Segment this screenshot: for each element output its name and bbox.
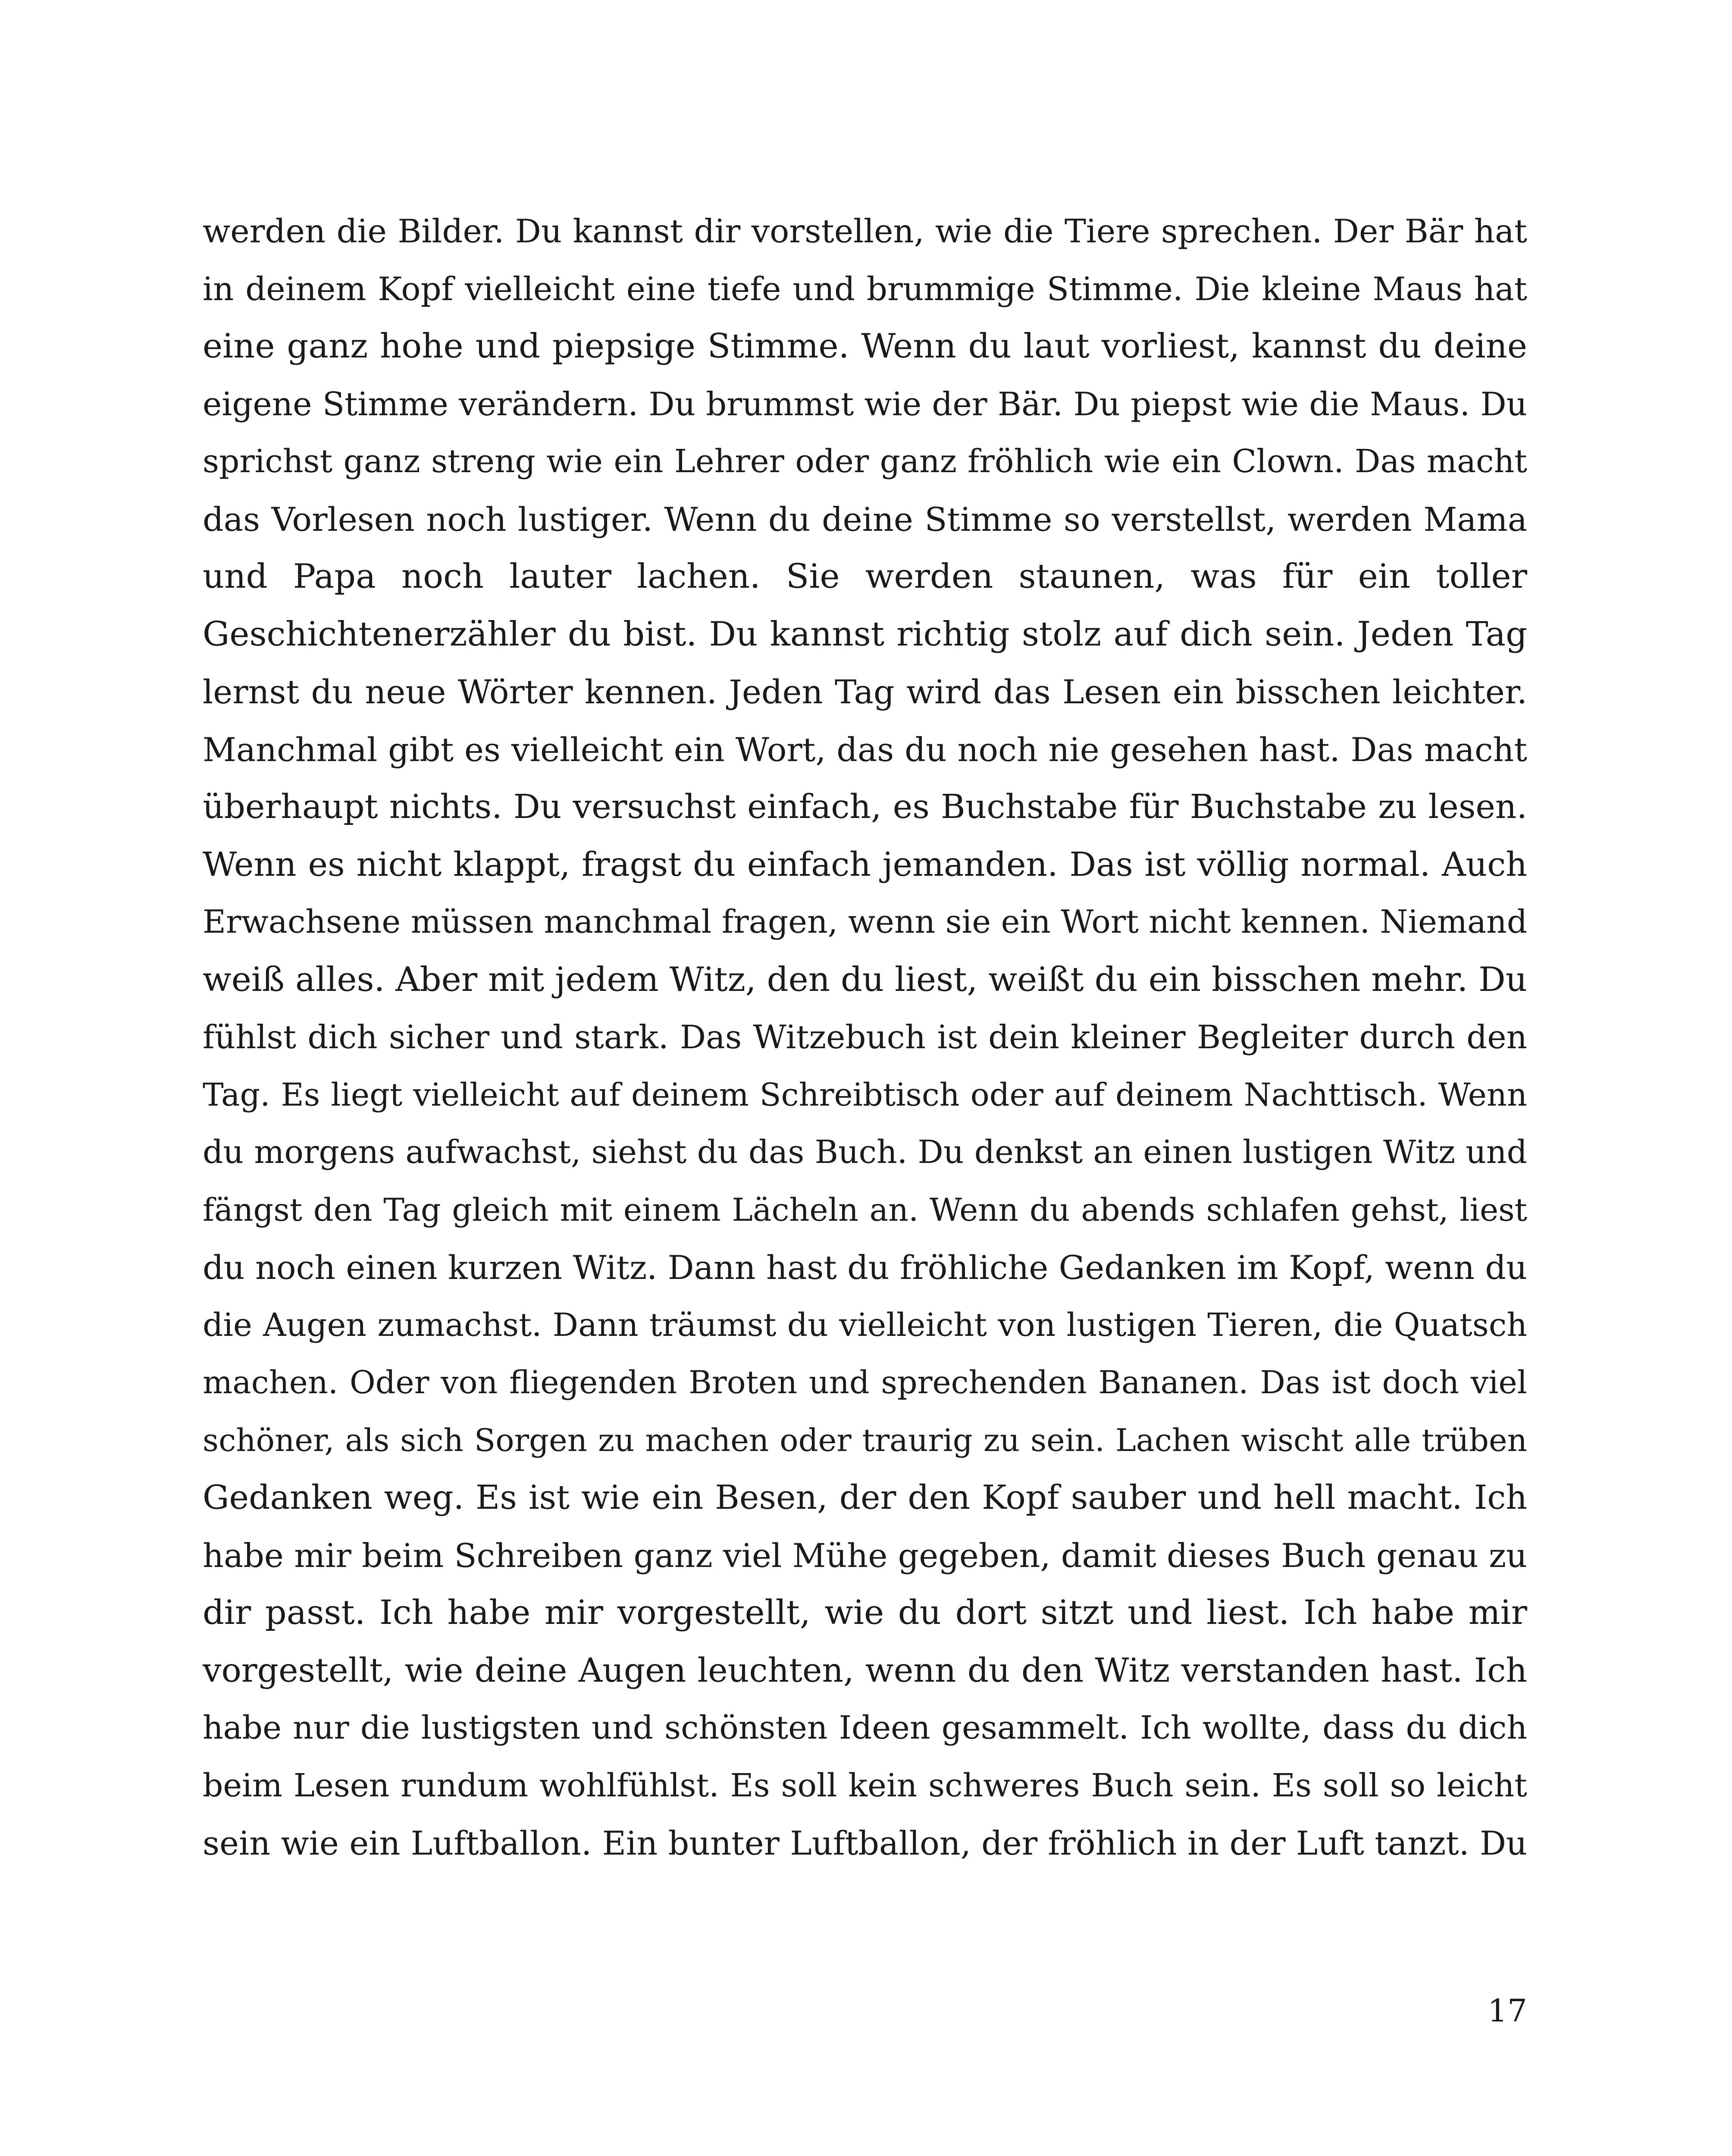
text-line: schöner, als sich Sorgen zu machen oder traurig zu sein. Lachen wischt alle trüben [203, 1422, 1527, 1458]
text-line: machen. Oder von fliegenden Broten und sprechenden Bananen. Das ist doch viel [203, 1364, 1527, 1401]
text-line: eine ganz hohe und piepsige Stimme. Wenn du laut vorliest, kannst du deine [203, 327, 1527, 366]
text-line: du morgens aufwachst, siehst du das Buch. Du denkst an einen lustigen Witz und [203, 1134, 1527, 1171]
body-paragraph [203, 203, 1527, 1872]
text-line: beim Lesen rundum wohlfühlst. Es soll kein schweres Buch sein. Es soll so leicht [203, 1767, 1527, 1804]
text-line: Geschichtenerzähler du bist. Du kannst richtig stolz auf dich sein. Jeden Tag [203, 614, 1527, 654]
text-line: weiß alles. Aber mit jedem Witz, den du liest, weißt du ein bisschen mehr. Du [203, 960, 1527, 999]
text-line: lernst du neue Wörter kennen. Jeden Tag wird das Lesen ein bisschen leichter. [203, 673, 1527, 711]
text-line: habe nur die lustigsten und schönsten Ideen gesammelt. Ich wollte, dass du dich [203, 1709, 1527, 1746]
text-line: du noch einen kurzen Witz. Dann hast du fröhliche Gedanken im Kopf, wenn du [203, 1248, 1527, 1287]
text-line: fängst den Tag gleich mit einem Lächeln an. Wenn du abends schlafen gehst, liest [203, 1191, 1527, 1228]
text-line: vorgestellt, wie deine Augen leuchten, wenn du den Witz verstanden hast. Ich [203, 1651, 1527, 1690]
text-line: Tag. Es liegt vielleicht auf deinem Schreibtisch oder auf deinem Nachttisch. Wenn [203, 1076, 1527, 1113]
text-line: Gedanken weg. Es ist wie ein Besen, der den Kopf sauber und hell macht. Ich [203, 1479, 1527, 1517]
text-line: habe mir beim Schreiben ganz viel Mühe gegeben, damit dieses Buch genau zu [203, 1536, 1527, 1575]
text-line: in deinem Kopf vielleicht eine tiefe und brummige Stimme. Die kleine Maus hat [203, 270, 1527, 308]
text-line: Manchmal gibt es vielleicht ein Wort, das du noch nie gesehen hast. Das macht [203, 730, 1527, 769]
text-line: eigene Stimme verändern. Du brummst wie der Bär. Du piepst wie die Maus. Du [203, 385, 1527, 423]
text-line: sprichst ganz streng wie ein Lehrer oder ganz fröhlich wie ein Clown. Das macht [203, 443, 1527, 480]
text-line: sein wie ein Luftballon. Ein bunter Luftballon, der fröhlich in der Luft tanzt. Du [203, 1824, 1527, 1862]
text-line: Wenn es nicht klappt, fragst du einfach jemanden. Das ist völlig normal. Auch [203, 845, 1527, 884]
text-line: die Augen zumachst. Dann träumst du vielleicht von lustigen Tieren, die Quatsch [203, 1306, 1527, 1344]
text-line: fühlst dich sicher und stark. Das Witzebuch ist dein kleiner Begleiter durch den [203, 1018, 1527, 1056]
text-line: dir passt. Ich habe mir vorgestellt, wie du dort sitzt und liest. Ich habe mir [203, 1593, 1527, 1632]
text-line: Erwachsene müssen manchmal fragen, wenn sie ein Wort nicht kennen. Niemand [203, 903, 1528, 940]
text-line: werden die Bilder. Du kannst dir vorstellen, wie die Tiere sprechen. Der Bär hat [203, 212, 1527, 250]
text-line: und Papa noch lauter lachen. Sie werden staunen, was für ein toller [203, 557, 1527, 596]
text-line: überhaupt nichts. Du versuchst einfach, es Buchstabe für Buchstabe zu lesen. [203, 788, 1527, 826]
text-line: das Vorlesen noch lustiger. Wenn du deine Stimme so verstellst, werden Mama [203, 500, 1527, 539]
page-number: 17 [1488, 1993, 1527, 2029]
